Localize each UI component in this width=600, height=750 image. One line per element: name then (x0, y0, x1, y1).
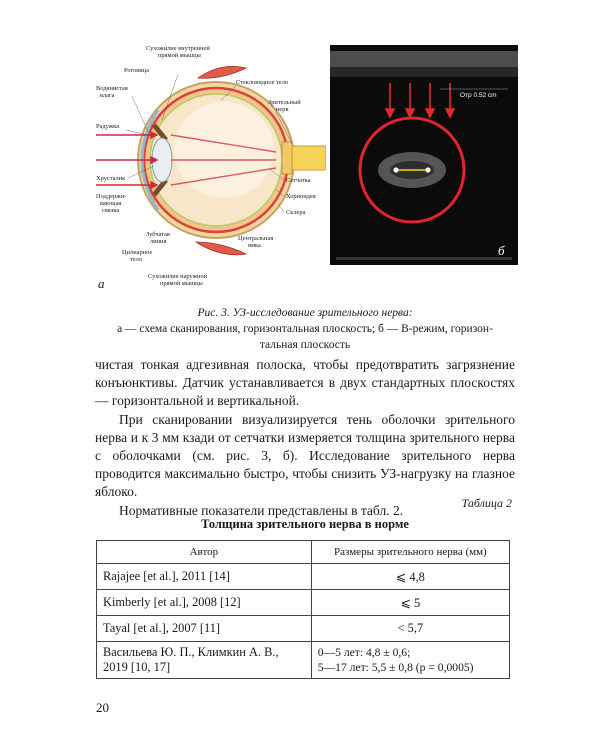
cell-author (97, 642, 312, 679)
top-muscle-tendon (198, 66, 246, 78)
cell-value: ⩽ 4,8 (311, 564, 509, 590)
cell-value: ⩽ 5 (311, 590, 509, 616)
label-retina: Сетчатка (286, 177, 311, 184)
eye-diagram-svg (96, 40, 326, 300)
cell-author: Kimberly [et al.], 2008 [12] (97, 590, 312, 616)
us-surface-band (330, 51, 518, 67)
cell-author: Tayal [et al.], 2007 [11] (97, 616, 312, 642)
us-caliper-left (393, 167, 398, 172)
paragraph-3: Нормативные показатели представлены в табл. 2. (119, 502, 404, 518)
label-choroid: Хориоидея (286, 193, 316, 200)
label-zonule-1: Поддержи- (96, 193, 127, 200)
label-ciliary-1: Цилиарное (122, 249, 153, 256)
cell-value-line-1: 0—5 лет: 4,8 ± 0,6; (317, 646, 411, 659)
panel-a-letter: a (98, 276, 105, 291)
cell-value-line-2: 5—17 лет: 5,5 ± 0,8 (p = 0,0005) (317, 661, 474, 674)
ultrasound-image (330, 45, 518, 265)
eye-diagram (96, 40, 326, 300)
cell-value (311, 642, 509, 679)
caption-title: Рис. 3. УЗ-исследование зрительного нерва: (197, 307, 413, 319)
label-vitreous: Стекловидное тело (236, 79, 289, 86)
vitreous-shape (174, 102, 274, 198)
table-row (97, 564, 510, 590)
body-text (95, 356, 515, 520)
table-row (97, 590, 510, 616)
label-optic-nerve-2: нерв (276, 106, 289, 113)
label-lens: Хрусталик (96, 175, 126, 182)
page-number: 20 (96, 700, 109, 715)
paragraph-1: чистая тонкая адгезивная полоска, чтобы предотвратить загрязнение конъюнктивы. Датчик устанавливается в двух стандартных плоскостях — горизонтальной и вертикальной. (95, 357, 515, 409)
label-top-muscle-2: прямой мышцы (158, 52, 201, 59)
caption-line-2: а — схема сканирования, горизонтальная плоскость; б — В-режим, горизон- (117, 323, 493, 335)
label-bottom-muscle-2: прямой мышцы (160, 280, 203, 287)
cell-author-line-1: Васильева Ю. П., Климкин А. В., (103, 645, 279, 659)
panel-b-letter: б (498, 243, 505, 258)
table-row (97, 642, 510, 679)
table-header-row (97, 541, 510, 564)
label-bottom-muscle-1: Сухожилие наружной (148, 273, 208, 280)
label-optic-nerve-1: Зрительный (268, 99, 301, 106)
label-aqueous-2: влага (100, 92, 115, 99)
label-dentate-2: линия (150, 238, 167, 245)
caption-line-3: тальная плоскость (259, 339, 351, 351)
us-readout: Отр 0.52 cm (460, 92, 497, 99)
ultrasound-svg (330, 45, 518, 265)
header-size: Размеры зрительного нерва (мм) (311, 541, 509, 564)
table-title: Толщина зрительного нерва в норме (201, 517, 409, 531)
us-caliper-right (425, 167, 430, 172)
table-row (97, 616, 510, 642)
label-dentate-1: Зубчатая (146, 231, 170, 238)
figure-caption (80, 305, 530, 353)
cell-author-line-2: 2019 [10, 17] (103, 660, 171, 674)
label-aqueous-1: Водянистая (96, 85, 128, 92)
optic-disc-shape (282, 142, 292, 174)
cell-author: Rajajee [et al.], 2011 [14] (97, 564, 312, 590)
label-iris: Радужка (96, 123, 120, 130)
label-ciliary-2: тело (130, 256, 143, 263)
header-author: Автор (97, 541, 312, 564)
label-top-muscle-1: Сухожилие внутренней (146, 45, 210, 52)
cell-value: < 5,7 (311, 616, 509, 642)
optic-nerve-shape (288, 146, 326, 170)
label-fovea-1: Центральная (238, 235, 274, 242)
bottom-muscle-tendon (196, 242, 246, 255)
paragraph-2: При сканировании визуализируется тень оболочки зрительного нерва и к 3 мм кзади от сетчатки измеряется толщина зрительного нерва с оболочками (см. рис. 3, б). Исследование зрительного нерва проводится максимально быстро, чтобы снизить УЗ-нагрузку на глазное яблоко. (95, 411, 515, 500)
label-sclera: Склера (286, 209, 306, 216)
table-label: Таблица 2 (461, 496, 512, 510)
label-fovea-2: ямка (248, 242, 261, 249)
label-zonule-3: связка (102, 207, 120, 214)
label-zonule-2: вающая (100, 200, 122, 207)
norms-table (96, 540, 510, 679)
label-cornea: Роговица (124, 67, 149, 74)
